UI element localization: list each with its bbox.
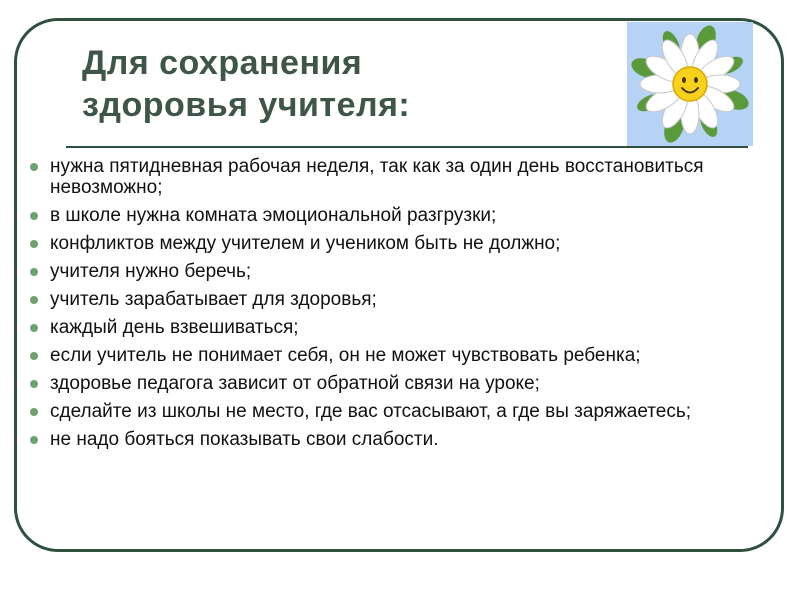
list-item: учителя нужно беречь; [28,261,768,282]
bullet-list [28,156,768,457]
list-item: нужна пятидневная рабочая неделя, так как за один день восстановиться невозможно; [28,156,768,198]
list-item: каждый день взвешиваться; [28,317,768,338]
list-item: здоровье педагога зависит от обратной связи на уроке; [28,373,768,394]
list-item: конфликтов между учителем и учеником быть не должно; [28,233,768,254]
list-item: сделайте из школы не место, где вас отсасывают, а где вы заряжаетесь; [28,401,768,422]
title-line-2: здоровья учителя: [82,86,411,124]
daisy-smiley-icon [627,22,753,146]
list-item: в школе нужна комната эмоциональной разгрузки; [28,205,768,226]
title-divider [66,146,748,148]
title-line-1: Для сохранения [82,44,363,82]
list-item: учитель зарабатывает для здоровья; [28,289,768,310]
slide-title [82,42,410,126]
list-item: не надо бояться показывать свои слабости. [28,429,768,450]
list-item: если учитель не понимает себя, он не может чувствовать ребенка; [28,345,768,366]
